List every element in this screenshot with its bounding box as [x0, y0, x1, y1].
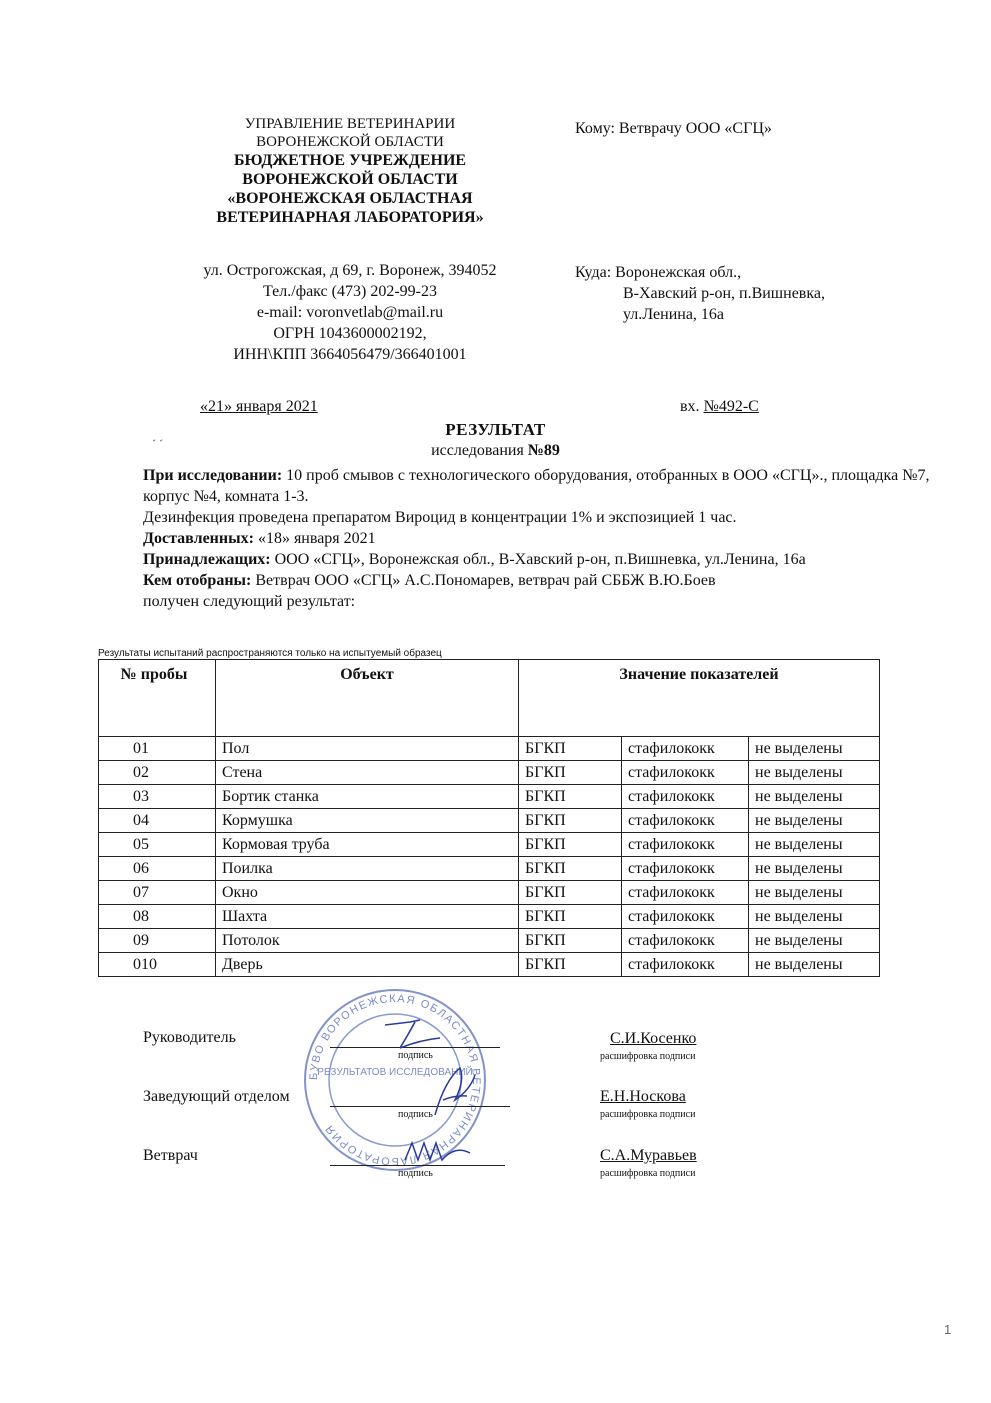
test-name: БГКП	[519, 809, 622, 833]
sample-number: 08	[99, 905, 216, 929]
dept-signature-caption: подпись	[398, 1109, 433, 1120]
test-name: БГКП	[519, 833, 622, 857]
dept-signature	[425, 1060, 485, 1120]
test-result: не выделены	[749, 761, 880, 785]
delivered-label: Доставленных:	[143, 530, 254, 547]
sample-number: 09	[99, 929, 216, 953]
table-row	[99, 809, 880, 833]
org-line-5: «ВОРОНЕЖСКАЯ ОБЛАСТНАЯ	[227, 190, 473, 207]
sample-object: Кормушка	[216, 809, 519, 833]
table-row	[99, 857, 880, 881]
org-line-4: ВОРОНЕЖСКОЙ ОБЛАСТИ	[242, 171, 458, 188]
sample-number: 02	[99, 761, 216, 785]
table-row	[99, 929, 880, 953]
test-result: не выделены	[749, 881, 880, 905]
test-name: БГКП	[519, 905, 622, 929]
document-title: РЕЗУЛЬТАТ	[445, 420, 546, 439]
dept-role: Заведующий отделом	[143, 1088, 290, 1105]
head-signature	[380, 1010, 470, 1055]
sample-number: 01	[99, 737, 216, 761]
org-phone: Тел./факс (473) 202-99-23	[263, 283, 437, 300]
header-values: Значение показателей	[519, 660, 880, 737]
sample-object: Бортик станка	[216, 785, 519, 809]
header-object: Объект	[216, 660, 519, 737]
sampled-label: Кем отобраны:	[143, 572, 252, 589]
sample-object: Стена	[216, 761, 519, 785]
test-result: не выделены	[749, 953, 880, 977]
org-line-3: БЮДЖЕТНОЕ УЧРЕЖДЕНИЕ	[233, 152, 467, 169]
sample-number: 07	[99, 881, 216, 905]
org-line-2: ВОРОНЕЖСКОЙ ОБЛАСТИ	[256, 134, 444, 150]
test-result: не выделены	[749, 905, 880, 929]
dept-name: Е.Н.Носкова	[600, 1088, 686, 1105]
agent-name: стафилококк	[622, 761, 749, 785]
sample-object: Кормовая труба	[216, 833, 519, 857]
recipient-address	[575, 262, 825, 325]
scan-mark: ˊ ˊ	[152, 437, 163, 451]
test-result: не выделены	[749, 929, 880, 953]
agent-name: стафилококк	[622, 953, 749, 977]
agent-name: стафилококк	[622, 857, 749, 881]
agent-name: стафилококк	[622, 833, 749, 857]
sampled-paragraph	[143, 570, 943, 591]
agent-name: стафилококк	[622, 905, 749, 929]
vet-signature-caption: подпись	[398, 1168, 433, 1179]
test-result: не выделены	[749, 785, 880, 809]
study-label: При исследовании:	[143, 467, 283, 484]
where-line-1: Куда: Воронежская обл.,	[575, 264, 742, 281]
table-row	[99, 785, 880, 809]
test-name: БГКП	[519, 737, 622, 761]
table-row	[99, 953, 880, 977]
sample-number: 03	[99, 785, 216, 809]
organization-header	[150, 115, 550, 227]
sample-object: Дверь	[216, 953, 519, 977]
incoming-number	[680, 398, 759, 416]
subtitle-number: №89	[527, 442, 560, 459]
recipient: Кому: Ветврачу ООО «СГЦ»	[575, 120, 772, 137]
table-row	[99, 905, 880, 929]
test-name: БГКП	[519, 881, 622, 905]
table-header-row	[99, 660, 880, 737]
agent-name: стафилококк	[622, 737, 749, 761]
agent-name: стафилококк	[622, 809, 749, 833]
agent-name: стафилококк	[622, 785, 749, 809]
table-row	[99, 881, 880, 905]
page-number: 1	[944, 1322, 952, 1337]
org-address: ул. Острогожская, д 69, г. Воронеж, 394052	[203, 262, 497, 279]
sample-number: 06	[99, 857, 216, 881]
sample-object: Пол	[216, 737, 519, 761]
sample-object: Окно	[216, 881, 519, 905]
test-name: БГКП	[519, 953, 622, 977]
org-line-1: УПРАВЛЕНИЕ ВЕТЕРИНАРИИ	[244, 116, 456, 132]
test-result: не выделены	[749, 737, 880, 761]
stamp-ring-text: БУВО ВОРОНЕЖСКАЯ ОБЛАСТНАЯ ВЕТЕРИНАРНАЯ ЛАБОРАТОРИЯ	[307, 992, 483, 1168]
sample-number: 04	[99, 809, 216, 833]
disinfection-text: Дезинфекция проведена препаратом Вироцид в концентрации 1% и экспозицией 1 час.	[143, 509, 737, 526]
org-ogrn: ОГРН 1043600002192,	[273, 325, 427, 342]
where-line-3: ул.Ленина, 16а	[623, 306, 725, 323]
vet-role: Ветврач	[143, 1147, 198, 1164]
head-signature-caption: подпись	[398, 1050, 433, 1061]
head-decode-caption: расшифровка подписи	[600, 1051, 696, 1062]
delivered-text: «18» января 2021	[253, 530, 376, 547]
subtitle-prefix: исследования	[431, 442, 528, 459]
table-row	[99, 737, 880, 761]
agent-name: стафилококк	[622, 929, 749, 953]
head-name: С.И.Косенко	[610, 1030, 697, 1047]
vet-decode-caption: расшифровка подписи	[600, 1168, 696, 1179]
document-body	[143, 465, 943, 612]
owner-text: ООО «СГЦ», Воронежская обл., В-Хавский р-он, п.Вишневка, ул.Ленина, 16а	[270, 551, 806, 568]
test-result: не выделены	[749, 809, 880, 833]
test-result: не выделены	[749, 857, 880, 881]
document-subtitle	[0, 442, 991, 460]
dept-decode-caption: расшифровка подписи	[600, 1109, 696, 1120]
table-row	[99, 761, 880, 785]
incoming-prefix: вх.	[680, 398, 704, 415]
sample-object: Потолок	[216, 929, 519, 953]
head-role: Руководитель	[143, 1029, 236, 1046]
delivered-paragraph	[143, 528, 943, 549]
test-name: БГКП	[519, 857, 622, 881]
test-result: не выделены	[749, 833, 880, 857]
test-name: БГКП	[519, 785, 622, 809]
header-sample-number: № пробы	[99, 660, 216, 737]
stamp-inner-text: РЕЗУЛЬТАТОВ ИССЛЕДОВАНИЙ	[317, 1067, 473, 1078]
sample-object: Поилка	[216, 857, 519, 881]
org-inn: ИНН\КПП 3664056479/366401001	[233, 346, 467, 363]
sample-number: 010	[99, 953, 216, 977]
test-name: БГКП	[519, 929, 622, 953]
study-text: 10 проб смывов с технологического оборудования, отобранных в ООО «СГЦ»., площадка №7, корпус №4, комната 1-3.	[143, 467, 930, 505]
results-table	[98, 659, 880, 977]
vet-signature	[400, 1135, 480, 1170]
where-line-2: В-Хавский р-он, п.Вишневка,	[623, 285, 825, 302]
test-name: БГКП	[519, 761, 622, 785]
document-date: «21» января 2021	[200, 398, 318, 415]
sample-object: Шахта	[216, 905, 519, 929]
result-intro: получен следующий результат:	[143, 593, 356, 610]
owner-label: Принадлежащих:	[143, 551, 271, 568]
owner-paragraph	[143, 549, 943, 570]
table-row	[99, 833, 880, 857]
results-disclaimer: Результаты испытаний распространяются только на испытуемый образец	[98, 648, 442, 659]
agent-name: стафилококк	[622, 881, 749, 905]
organization-contacts	[150, 260, 550, 365]
vet-name: С.А.Муравьев	[600, 1147, 697, 1164]
sample-number: 05	[99, 833, 216, 857]
study-paragraph	[143, 465, 943, 507]
org-line-6: ВЕТЕРИНАРНАЯ ЛАБОРАТОРИЯ»	[216, 209, 484, 226]
sampled-text: Ветврач ООО «СГЦ» А.С.Пономарев, ветврач рай СББЖ В.Ю.Боев	[251, 572, 716, 589]
org-email: e-mail: voronvetlab@mail.ru	[256, 304, 444, 321]
incoming-value: №492-С	[703, 398, 759, 415]
